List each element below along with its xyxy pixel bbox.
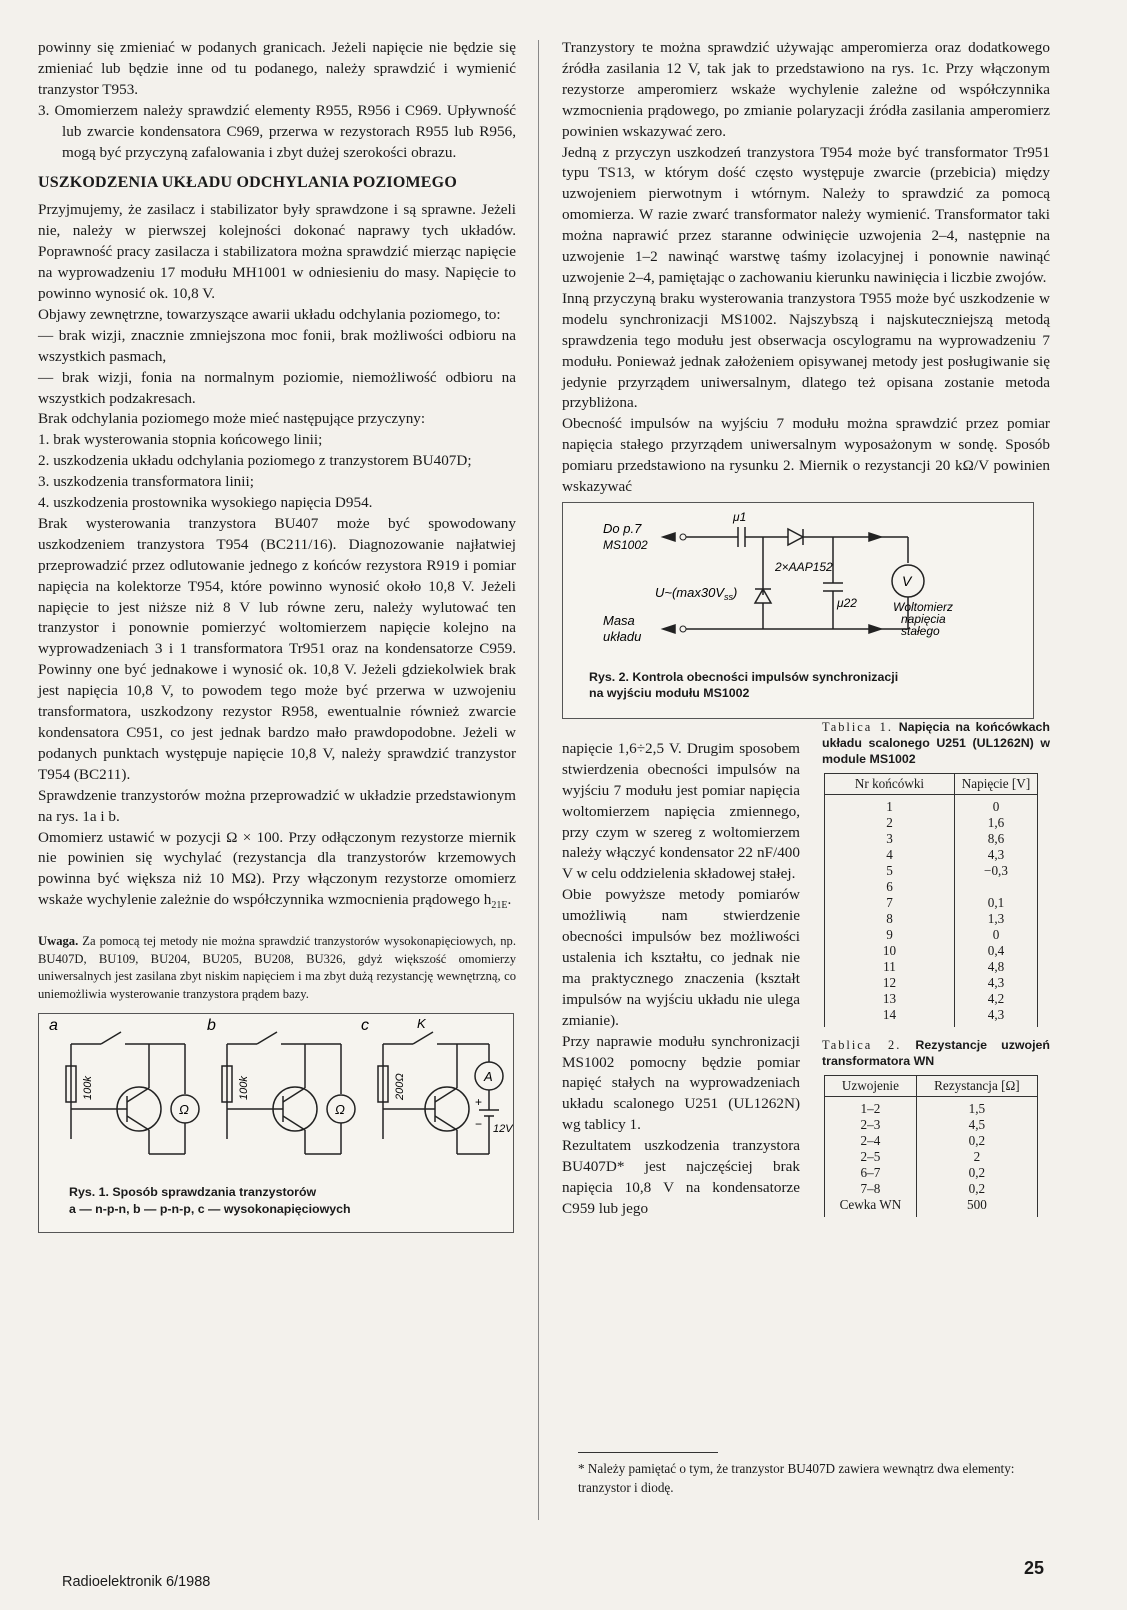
table-cell: 0 xyxy=(955,927,1038,943)
paragraph: powinny się zmieniać w podanych granicach. Jeżeli napięcie nie będzie się zmieniać lub będzie inne od tu podanego, należy sprawdzić i wymienić tranzystor T953. xyxy=(38,39,516,98)
voltmeter-label-1: Woltomierz xyxy=(893,599,954,614)
table-cell: 4,5 xyxy=(916,1117,1037,1133)
table-cell: 6 xyxy=(825,879,955,895)
table-2-caption-text: Rezystancje uzwojeń transformatora WN xyxy=(822,1037,1050,1068)
table-row xyxy=(825,1007,1038,1027)
table-row xyxy=(825,1197,1038,1217)
table-header: Napięcie [V] xyxy=(955,773,1038,794)
ground-label-1: Masa xyxy=(603,612,635,628)
table-cell: 12 xyxy=(825,975,955,991)
figure-1-circuits xyxy=(39,1014,513,1179)
paragraph-end: . xyxy=(507,891,512,909)
list-item: 1. brak wysterowania stopnia końcowego linii; xyxy=(38,431,323,449)
table-row xyxy=(825,1133,1038,1149)
figure-2-caption-line1: Rys. 2. Kontrola obecności impulsów synchronizacji xyxy=(589,669,899,684)
voltmeter-label-2: napięcia xyxy=(901,611,946,626)
table-cell: 4,8 xyxy=(955,959,1038,975)
table-row xyxy=(825,1149,1038,1165)
narrow-text xyxy=(562,719,800,1220)
capacitor-2-value: μ22 xyxy=(837,595,857,610)
table-cell: 1 xyxy=(825,794,955,815)
table-row xyxy=(825,1165,1038,1181)
table-row xyxy=(825,911,1038,927)
diodes-label: 2×AAP152 xyxy=(775,559,833,574)
table-cell: 500 xyxy=(916,1197,1037,1217)
page-number: 25 xyxy=(1024,1558,1045,1578)
resistor-b-value: 100k xyxy=(238,1076,250,1101)
label-c: c xyxy=(361,1017,369,1035)
section-heading: USZKODZENIA UKŁADU ODCHYLANIA POZIOMEGO xyxy=(38,174,457,192)
paragraph: — brak wizji, fonia na normalnym poziomie, niemożliwość odbioru na wszystkich podzakresach. xyxy=(38,368,516,407)
label-b: b xyxy=(207,1017,216,1035)
table-row xyxy=(825,794,1038,815)
table-cell: 0,2 xyxy=(916,1165,1037,1181)
table-header-row xyxy=(825,1075,1038,1096)
table-2-body xyxy=(825,1096,1038,1217)
table-2 xyxy=(824,1075,1038,1217)
right-column xyxy=(562,38,1050,1220)
paragraph: Obecność impulsów na wyjściu 7 modułu można sprawdzić przez pomiar napięcia stałego przyrządem uniwersalnym wyposażonym w sondę. Sposób pomiaru przedstawiono na rysunku 2. Miernik o rezystancji 20 kΩ/V powinien wskazywać xyxy=(562,415,1050,496)
table-1-caption xyxy=(822,719,1050,767)
table-cell: 0,2 xyxy=(916,1181,1037,1197)
table-row xyxy=(825,1181,1038,1197)
note-text: Za pomocą tej metody nie można sprawdzić tranzystorów wysokonapięciowych, np. BU407D, BU109, BU204, BU205, BU208, BU326, gdyż większość omomierzy uniwersalnych jest zasilana zbyt niskim napięciem i ma zbyt dużą rezystancję wewnętrzną, co uniemożliwia wysterowanie tranzystora prądem bazy. xyxy=(38,934,516,1001)
paragraph: Rezultatem uszkodzenia tranzystora BU407D* jest najczęściej brak napięcia 10,8 V na kondensatorze C959 lub jego xyxy=(562,1137,800,1217)
paragraph: Objawy zewnętrzne, towarzyszące awarii układu odchylania poziomego, to: xyxy=(38,305,501,323)
figure-2-caption-line2: na wyjściu modułu MS1002 xyxy=(589,686,750,701)
table-cell: 5 xyxy=(825,863,955,879)
table-cell: 4,2 xyxy=(955,991,1038,1007)
ground-label-2: układu xyxy=(603,628,642,644)
paragraph: Inną przyczyną braku wysterowania tranzystora T955 może być uszkodzenie w modelu synchronizacji MS1002. Najszybszą i najskuteczniejszą metodą sprawdzenia tego modułu jest obserwacja oscylogramu na wyprowadzeniu 7 modułu. Ponieważ jednak założeniem opisywanej metody jest posługiwanie się jedynie przyrządem uniwersalnym, dlatego też opisana zostanie metoda przybliżona. xyxy=(562,289,1050,412)
figure-1-caption-line1: Rys. 1. Sposób sprawdzania tranzystorów xyxy=(69,1185,317,1200)
figure-1-caption xyxy=(69,1184,351,1217)
table-cell: 1,3 xyxy=(955,911,1038,927)
table-1-caption-label: Tablica 1. xyxy=(822,719,893,734)
table-cell: 4 xyxy=(825,847,955,863)
table-row xyxy=(825,943,1038,959)
table-cell: 1,6 xyxy=(955,815,1038,831)
paragraph: Jedną z przyczyn uszkodzeń tranzystora T954 może być transformator Tr951 typu TS13, w którym dość często występuje zwarcie (przebicia) między uzwojeniem pierwotnym i wtórnym. Należy to sprawdzić za pomocą omomierza. W razie zwarć transformator należy wymienić. Transformator taki można naprawić przez staranne odwinięcie uzwojenia 2–4, następnie na uzwojenie 1–2 nawinąć warstwę taśmy izolacyjnej i ponownie nawinąć uzwojenie 2–4, pamiętając o zachowaniu kierunku nawinięcia i liczbie zwojów. xyxy=(562,143,1050,286)
table-cell: 2 xyxy=(916,1149,1037,1165)
table-cell: 3 xyxy=(825,831,955,847)
voltmeter-label-3: stałego xyxy=(901,623,940,638)
voltmeter-symbol: V xyxy=(902,572,912,589)
paragraph: Przy naprawie modułu synchronizacji MS1002 pomocny będzie pomiar napięć stałych na wyprowadzeniach układu scalonego U251 (UL1262N) wg tablicy 1. xyxy=(562,1032,800,1134)
table-header-row xyxy=(825,773,1038,794)
table-cell: 7 xyxy=(825,895,955,911)
ohmmeter-a: Ω xyxy=(179,1102,189,1118)
table-cell: −0,3 xyxy=(955,863,1038,879)
paragraph: napięcie 1,6÷2,5 V. Drugim sposobem stwierdzenia obecności impulsów na wyjściu 7 modułu jest pomiar napięcia woltomierzem napięcia zmiennego, przy czym w szereg z woltomierzem należy włączyć kondensator 22 nF/400 V w celu oddzielenia składowej stałej. xyxy=(562,739,800,883)
ammeter: A xyxy=(484,1069,493,1085)
list-item: 2. uszkodzenia układu odchylania poziomego z tranzystorem BU407D; xyxy=(38,452,472,470)
table-cell: 4,3 xyxy=(955,847,1038,863)
table-header: Nr końcówki xyxy=(825,773,955,794)
table-cell: 7–8 xyxy=(825,1181,917,1197)
table-row xyxy=(825,927,1038,943)
table-row xyxy=(825,863,1038,879)
two-column-section xyxy=(562,719,1050,1220)
table-row xyxy=(825,847,1038,863)
table-cell: 6–7 xyxy=(825,1165,917,1181)
table-2-caption-label: Tablica 2. xyxy=(822,1037,902,1052)
footnote-text: * Należy pamiętać o tym, że tranzystor BU407D zawiera wewnątrz dwa elementy: tranzystor i diodę. xyxy=(578,1461,1015,1495)
label-a: a xyxy=(49,1017,58,1035)
voltage-label-end: ) xyxy=(733,584,738,600)
table-cell: 2–5 xyxy=(825,1149,917,1165)
table-row xyxy=(825,815,1038,831)
figure-2-circuit xyxy=(563,503,1033,663)
table-cell: 9 xyxy=(825,927,955,943)
paragraph: Sprawdzenie tranzystorów można przeprowadzić w układzie przedstawionym na rys. 1a i b. xyxy=(38,786,516,825)
table-cell: 0,1 xyxy=(955,895,1038,911)
voltage-label-text: U~(max30V xyxy=(655,584,724,600)
table-row xyxy=(825,1117,1038,1133)
paragraph: Przyjmujemy, że zasilacz i stabilizator były sprawdzone i są sprawne. Jeżeli nie, należy w pierwszej kolejności dokonać naprawy tych układów. Poprawność pracy zasilacza i stabilizatora można sprawdzić mierząc napięcie na wyprowadzeniu 17 modułu MH1001 w odniesieniu do masy. Napięcie to powinno wynosić ok. 10,8 V. xyxy=(38,201,516,302)
module-label: MS1002 xyxy=(603,537,648,552)
left-column xyxy=(38,38,516,1233)
battery-minus: − xyxy=(475,1117,483,1132)
ohmmeter-b: Ω xyxy=(335,1102,345,1118)
table-cell: 4,3 xyxy=(955,1007,1038,1027)
voltage-label-sub: ss xyxy=(724,591,733,602)
table-1-body xyxy=(825,794,1038,1027)
figure-1 xyxy=(38,1013,514,1233)
table-cell xyxy=(955,879,1038,895)
table-row xyxy=(825,975,1038,991)
table-header: Rezystancja [Ω] xyxy=(916,1075,1037,1096)
table-cell: 2–4 xyxy=(825,1133,917,1149)
figure-1-caption-line2: a — n-p-n, b — p-n-p, c — wysokonapięciowych xyxy=(69,1201,351,1216)
list-item: 4. uszkodzenia prostownika wysokiego napięcia D954. xyxy=(38,494,373,512)
journal-footer: Radioelektronik 6/1988 xyxy=(62,1574,211,1590)
table-1-caption-text: Napięcia na końcówkach układu scalonego U251 (UL1262N) w module MS1002 xyxy=(822,719,1050,766)
paragraph: Tranzystory te można sprawdzić używając amperomierza oraz dodatkowego źródła zasilania 12 V, tak jak to przedstawiono na rys. 1c. Przy włączonym rezystorze amperomierz wskaże wychylenie zależne od współczynnika wzmocnienia prądowego, po zmianie polaryzacji źródła zasilania amperomierz powinien wskazywać zero. xyxy=(562,39,1050,140)
table-cell: 0,4 xyxy=(955,943,1038,959)
table-row xyxy=(825,959,1038,975)
table-cell: 0 xyxy=(955,794,1038,815)
battery-plus: + xyxy=(475,1095,483,1110)
table-cell: 14 xyxy=(825,1007,955,1027)
table-cell: 2 xyxy=(825,815,955,831)
table-header: Uzwojenie xyxy=(825,1075,917,1096)
table-cell: 1–2 xyxy=(825,1096,917,1117)
table-2-caption xyxy=(822,1037,1050,1069)
subscript: 21E xyxy=(491,900,508,912)
table-row xyxy=(825,1096,1038,1117)
table-row xyxy=(825,991,1038,1007)
table-cell: 0,2 xyxy=(916,1133,1037,1149)
table-row xyxy=(825,895,1038,911)
paragraph: — brak wizji, znacznie zmniejszona moc fonii, brak możliwości odbioru na wszystkich pasmach, xyxy=(38,326,516,365)
note xyxy=(38,933,516,1003)
voltage-label xyxy=(655,585,737,602)
paragraph: Obie powyższe metody pomiarów umożliwią nam stwierdzenie obecności impulsów bez możliwości ustalenia ich kształtu, co jednak nie ma praktycznego znaczenia (kształt impulsów na wyjściu układu nie ulega zmianie). xyxy=(562,886,800,1029)
figure-2 xyxy=(562,502,1034,719)
table-1 xyxy=(824,773,1038,1027)
table-cell: 10 xyxy=(825,943,955,959)
capacitor-1-value: μ1 xyxy=(733,509,747,524)
figure-2-caption xyxy=(589,669,898,702)
table-cell: 2–3 xyxy=(825,1117,917,1133)
battery-voltage: 12V xyxy=(493,1123,513,1136)
tables-box xyxy=(822,719,1050,1227)
paragraph xyxy=(38,828,516,918)
paragraph: Brak odchylania poziomego może mieć następujące przyczyny: xyxy=(38,410,426,428)
list-item: 3. uszkodzenia transformatora linii; xyxy=(38,473,254,491)
footnote-rule xyxy=(578,1452,718,1453)
list-item: 3. Omomierzem należy sprawdzić elementy R955, R956 i C969. Upływność lub zwarcie kondensatora C969, przerwa w rezystorach R955 lub R956, mogą być przyczyną zafalowania i zbyt dużej szerokości obrazu. xyxy=(38,101,516,161)
label-k: K xyxy=(417,1016,426,1032)
resistor-c-value: 200Ω xyxy=(394,1073,406,1101)
note-label: Uwaga. xyxy=(38,934,79,949)
table-cell: Cewka WN xyxy=(825,1197,917,1217)
paragraph: Brak wysterowania tranzystora BU407 może być spowodowany uszkodzeniem tranzystora T954 (BC211/16). Diagnozowanie najłatwiej przeprowadzić przez odlutowanie jednego z końców rezystora R919 i pomiar napięcia na kolektorze T954, które powinno wynosić około 10,8 V. Jeżeli napięcie to jest niższe niż 8 V lub równe zeru, należy wylutować ten tranzystor i ponownie pomierzyć woltomierzem napięcie kolejno na wyprowadzeniach 3 i 1 transformatora Tr951 oraz na kondensatorze C959. Powinny one być jednakowe i wynosić ok. 10,8 V. Jeżeli gdziekolwiek brak jest napięcia 10,8 V, to powodem tego może być przerwa w uzwojeniu transformatora, uszkodzony rezystor R958, ewentualnie również zwarcie kondensatora C951, co jest jednak bardzo mało prawdopodobne. Jeżeli w podanych punktach występuje napięcie 10,8 V, należy sprawdzić tranzystor T954 (BC211). xyxy=(38,514,516,783)
table-row xyxy=(825,879,1038,895)
resistor-a-value: 100k xyxy=(82,1076,94,1101)
table-cell: 13 xyxy=(825,991,955,1007)
paragraph-text: Omomierz ustawić w pozycji Ω × 100. Przy odłączonym rezystorze miernik nie powinien się wychylać (rezystancja dla tranzystorów krzemowych powinna być większa niż 10 MΩ). Przy włączonym rezystorze omomierz wskaże wychylenie zależnie do współczynnika wzmocnienia prądowego h xyxy=(38,828,516,909)
pin7-label: Do p.7 xyxy=(603,520,642,536)
table-row xyxy=(825,831,1038,847)
table-cell: 8 xyxy=(825,911,955,927)
table-cell: 1,5 xyxy=(916,1096,1037,1117)
table-cell: 11 xyxy=(825,959,955,975)
footnote xyxy=(578,1452,1048,1497)
table-cell: 4,3 xyxy=(955,975,1038,991)
table-cell: 8,6 xyxy=(955,831,1038,847)
column-divider xyxy=(538,40,539,1520)
